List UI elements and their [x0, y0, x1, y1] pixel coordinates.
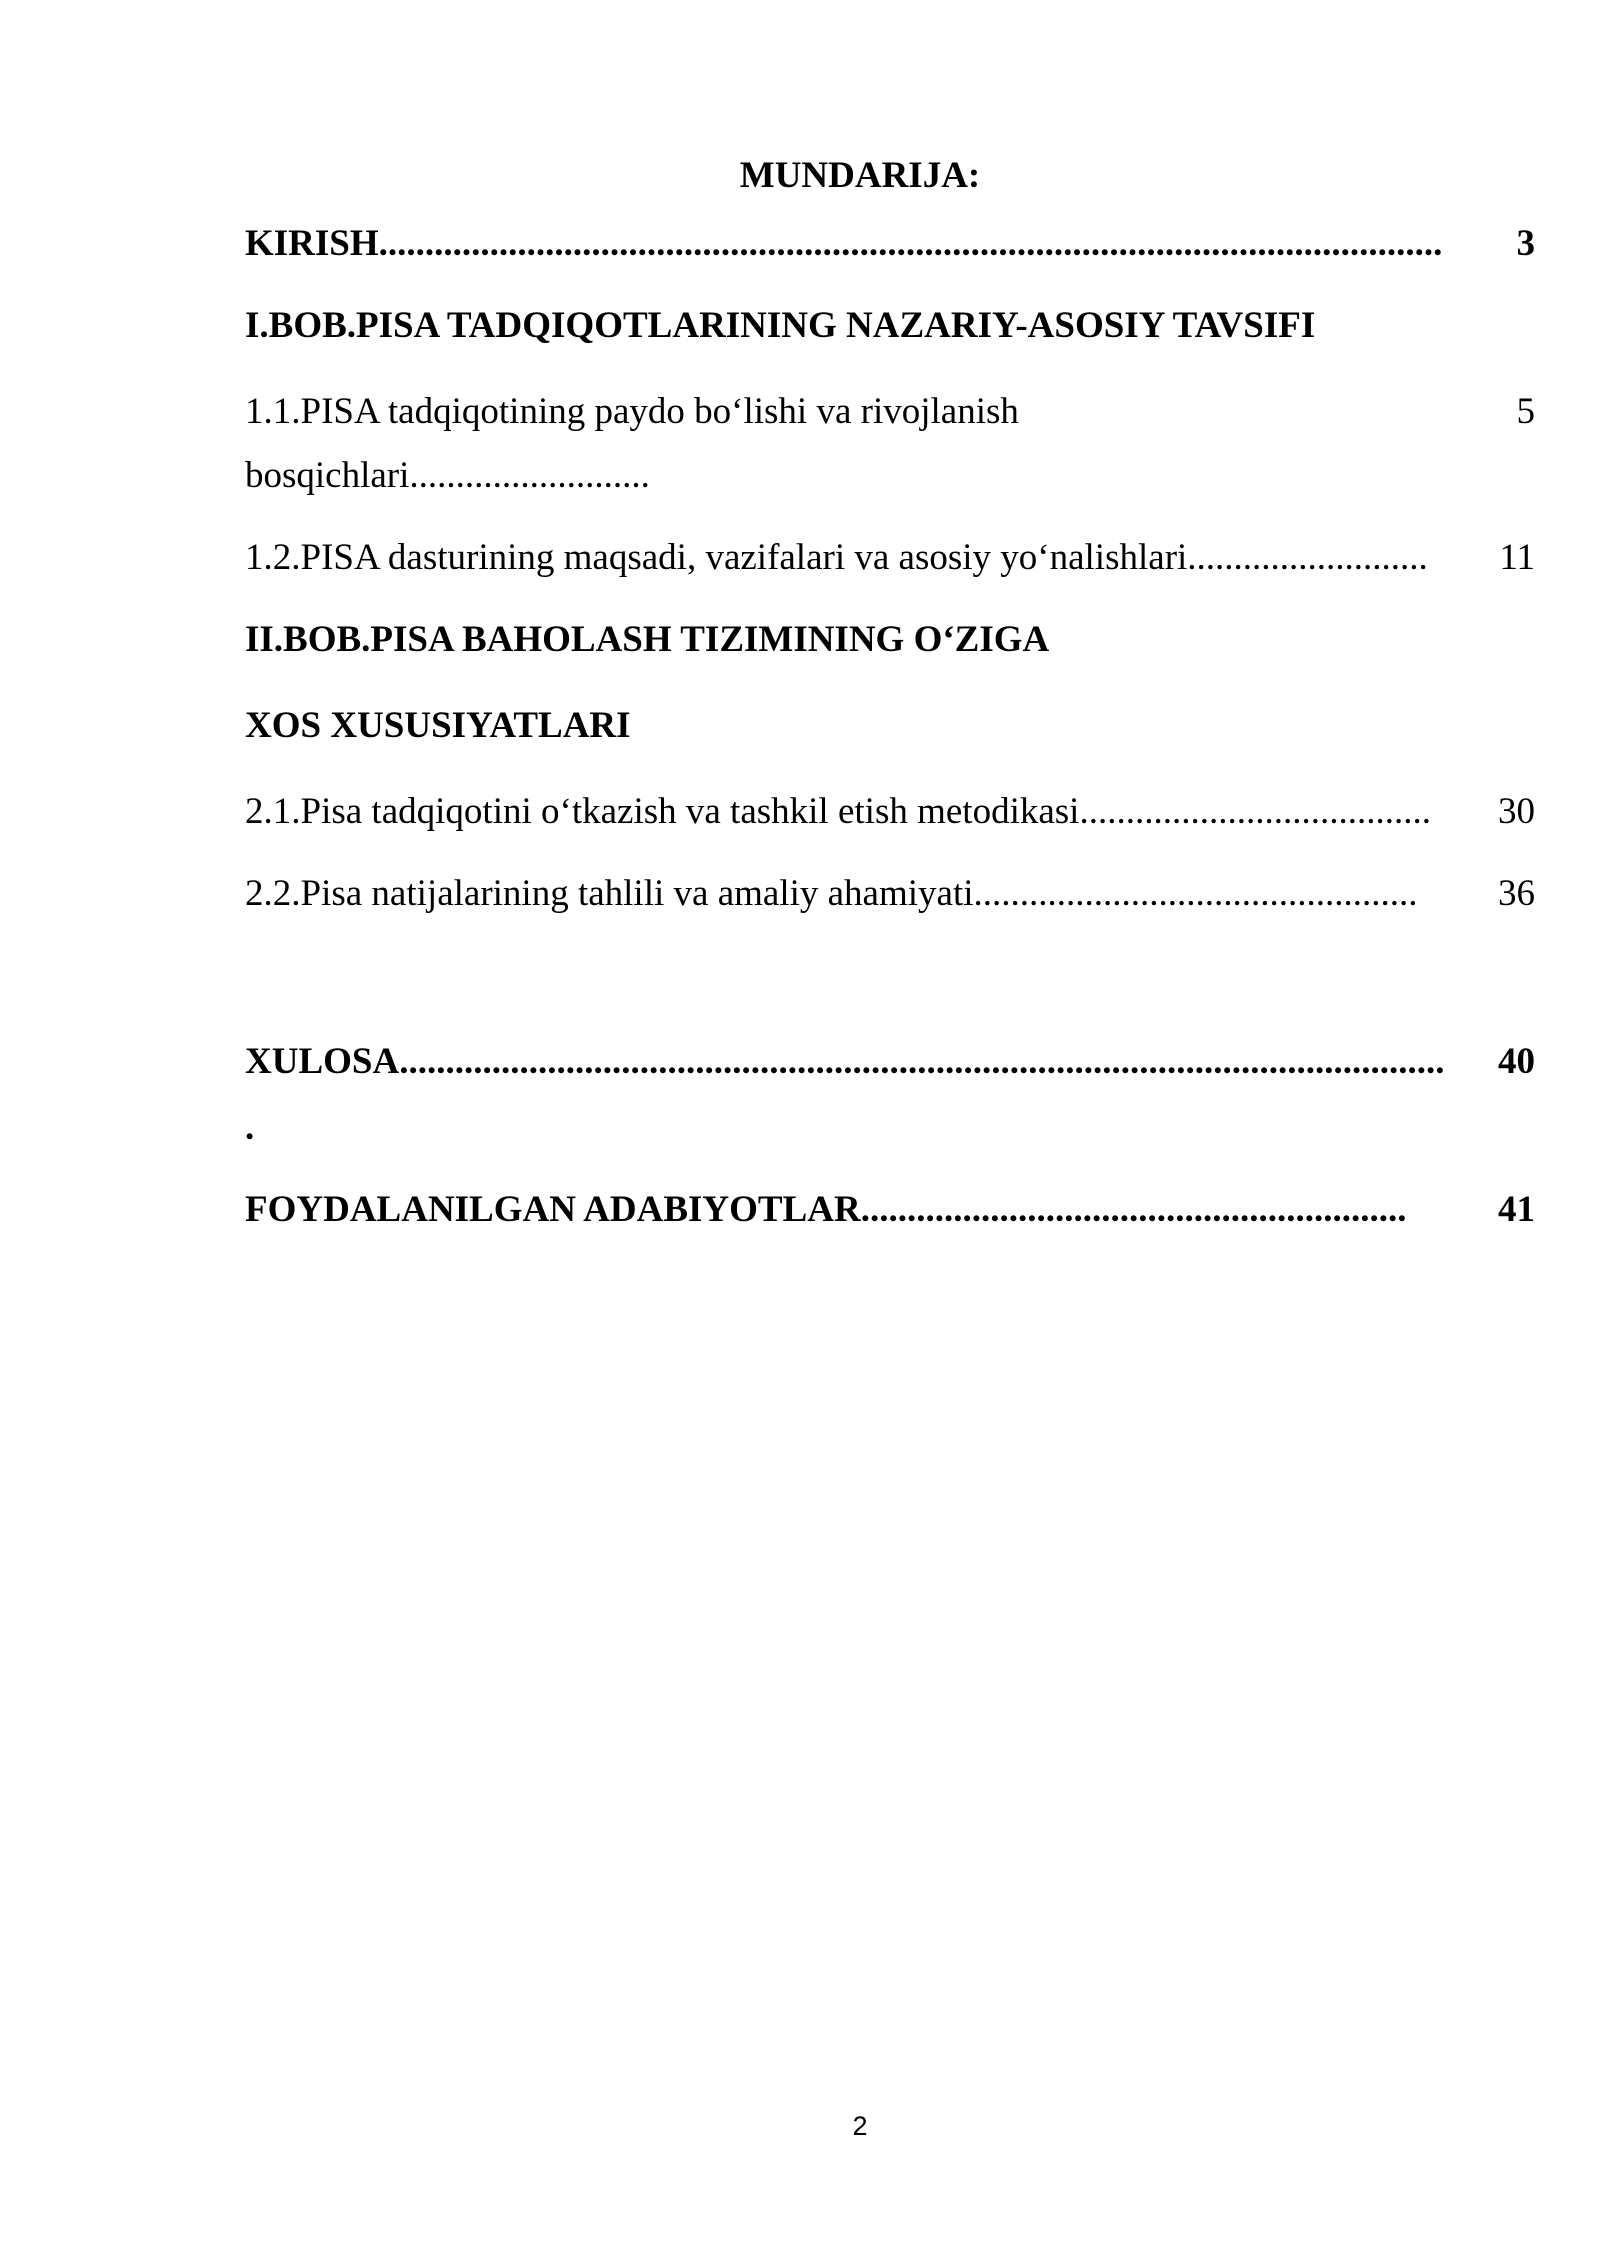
toc-entry-page: 40: [1498, 1041, 1535, 1082]
toc-entry-page: 30: [1498, 791, 1535, 832]
toc-entry-text: 2.2.Pisa natijalarining tahlili va amaliy ahamiyati................................................: [245, 873, 1418, 914]
toc-entry-page: 5: [1516, 391, 1535, 432]
toc-entry-1-1-cont: [245, 452, 1535, 500]
toc-entry-text: bosqichlari..........................: [245, 455, 650, 496]
toc-entry-kirish: [245, 220, 1535, 268]
toc-entry-page: 3: [1516, 223, 1535, 264]
toc-entry-text: XOS XUSUSIYATLARI: [245, 705, 631, 746]
toc-entry-1-1: [245, 388, 1535, 436]
toc-entry-text: II.BOB.PISA BAHOLASH TIZIMINING O‘ZIGA: [245, 619, 1050, 660]
toc-title: MUNDARIJA:: [739, 155, 981, 196]
toc-entry-xulosa: [245, 1038, 1535, 1086]
toc-entry-text: 1.1.PISA tadqiqotining paydo bo‘lishi va rivojlanish: [245, 391, 1019, 432]
toc-entry-stray-dot: [245, 1104, 1535, 1152]
toc-entry-adabiyotlar: [245, 1186, 1535, 1234]
toc-entry-2-1: [245, 788, 1535, 836]
toc-entry-text: .: [245, 1107, 255, 1148]
page-number: 2: [852, 2111, 868, 2141]
toc-entry-page: 11: [1499, 537, 1535, 578]
toc-entry-2-2: [245, 870, 1535, 918]
toc-entry-page: 36: [1498, 873, 1535, 914]
toc-entry-text: XULOSA.................................................................................................................: [245, 1041, 1445, 1082]
toc-entry-page: 41: [1498, 1189, 1535, 1230]
toc-entry-text: 1.2.PISA dasturining maqsadi, vazifalari va asosiy yo‘nalishlari..........................: [245, 537, 1428, 578]
toc-entry-1-2: [245, 534, 1535, 582]
toc-entry-chapter-2-cont: [245, 702, 1535, 750]
toc-entry-chapter-2: [245, 616, 1535, 664]
toc-entry-text: I.BOB.PISA TADQIQOTLARINING NAZARIY-ASOSIY TAVSIFI: [245, 305, 1316, 346]
toc-entry-text: KIRISH...................................................................................................................: [245, 223, 1443, 264]
toc-entry-text: FOYDALANILGAN ADABIYOTLAR...........................................................: [245, 1189, 1407, 1230]
toc-entry-text: 2.1.Pisa tadqiqotini o‘tkazish va tashkil etish metodikasi......................................: [245, 791, 1431, 832]
toc-entry-chapter-1: [245, 302, 1535, 350]
